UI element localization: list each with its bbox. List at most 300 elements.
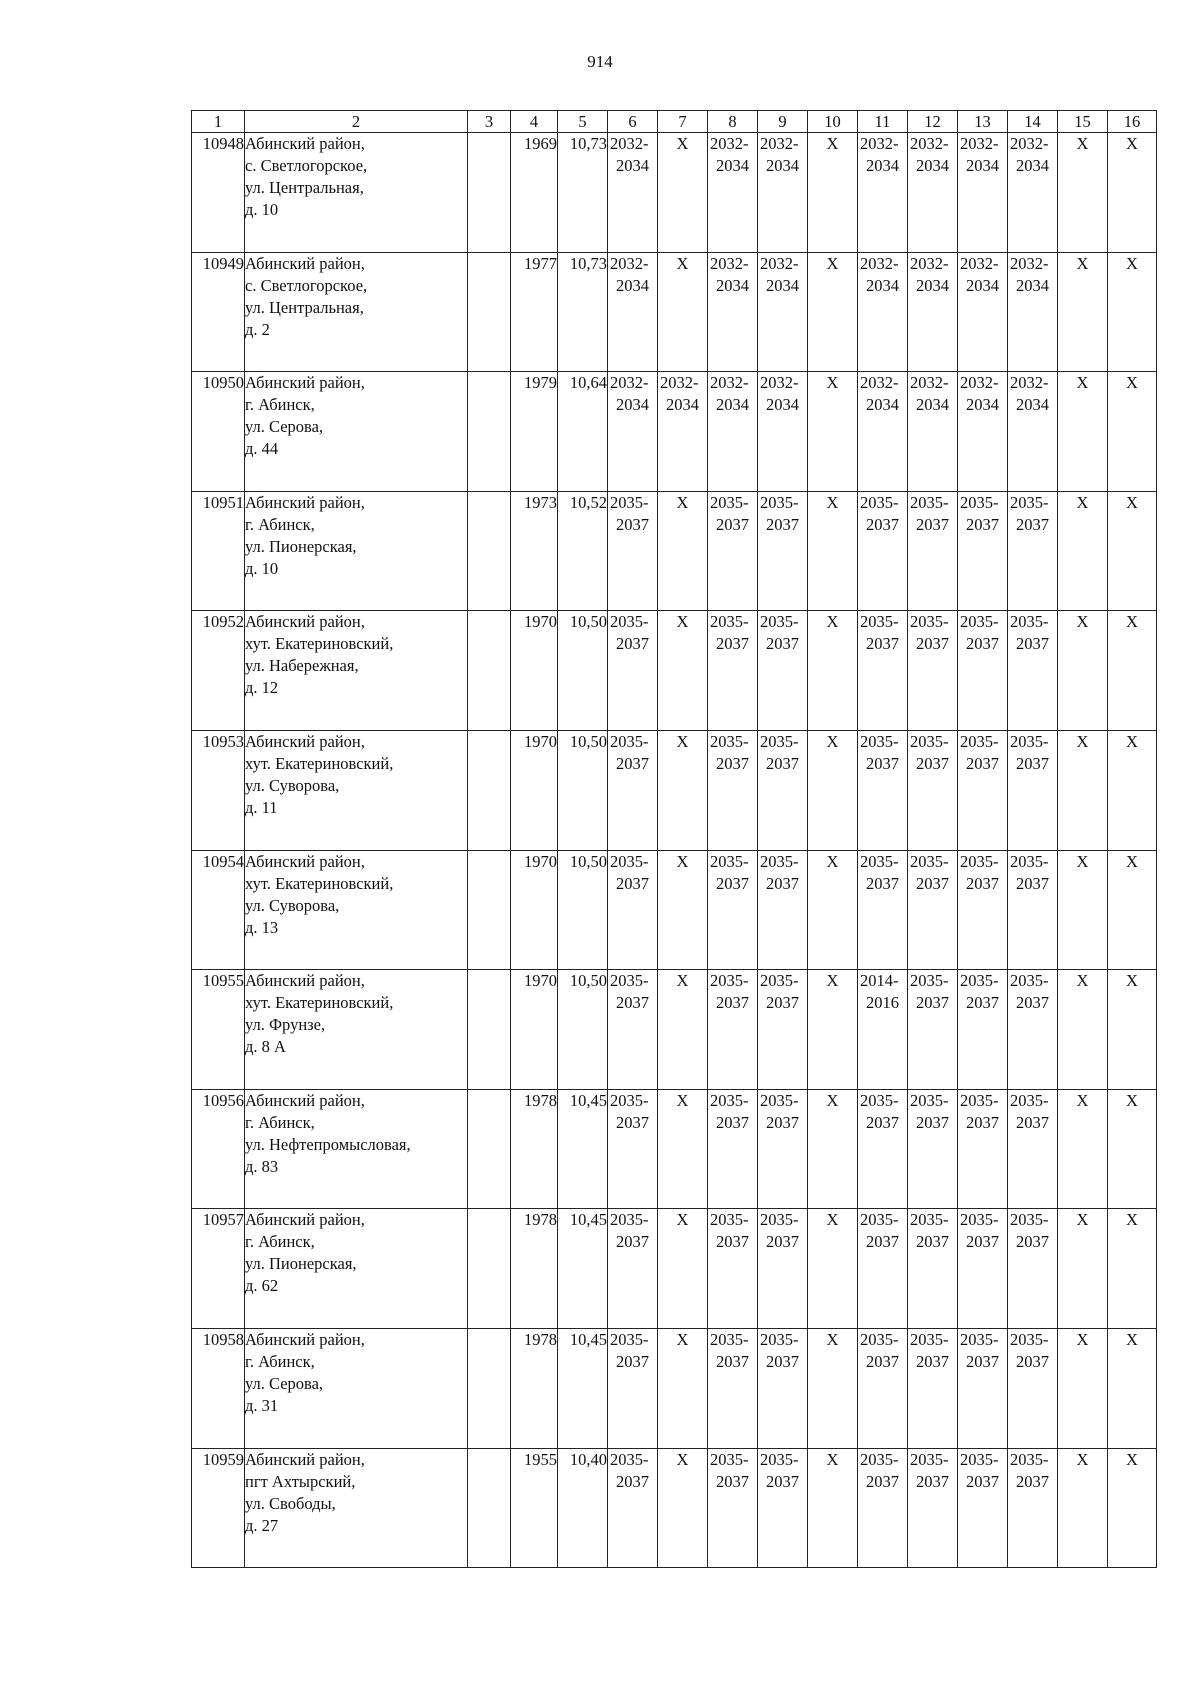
x-mark: X <box>676 1329 689 1349</box>
period-cell <box>708 252 758 372</box>
period-end: 2037 <box>766 993 799 1013</box>
address-cell <box>245 491 468 611</box>
column-header: 3 <box>468 111 511 133</box>
x-mark-cell <box>1058 611 1108 731</box>
period-start: 2035- <box>710 731 749 751</box>
period-cell <box>758 372 808 492</box>
period-cell <box>708 730 758 850</box>
record-number: 10956 <box>192 1089 245 1209</box>
period-start: 2035- <box>960 1329 999 1349</box>
column-header: 6 <box>608 111 658 133</box>
period-start: 2032- <box>960 253 999 273</box>
period-cell <box>708 1328 758 1448</box>
period-cell <box>608 850 658 970</box>
address-cell <box>245 730 468 850</box>
address-line: ул. Центральная, <box>245 178 364 197</box>
period-start: 2035- <box>610 851 649 871</box>
address-cell <box>245 1089 468 1209</box>
address-line: Абинский район, <box>245 612 365 632</box>
period-end: 2034 <box>866 275 899 295</box>
period-end: 2034 <box>766 395 799 415</box>
address-line: д. 10 <box>245 558 279 578</box>
address-line: д. 10 <box>245 200 279 219</box>
period-cell <box>608 611 658 731</box>
period-end: 2037 <box>1016 514 1049 534</box>
table-row <box>192 730 1157 850</box>
period-cell <box>958 133 1008 253</box>
period-cell <box>958 1328 1008 1448</box>
address-line: пгт Ахтырский, <box>245 1471 356 1491</box>
period-start: 2035- <box>910 612 949 632</box>
period-end: 2034 <box>966 275 999 295</box>
period-start: 2035- <box>1010 492 1049 512</box>
x-mark: X <box>676 971 689 991</box>
record-number: 10959 <box>192 1448 245 1568</box>
period-start: 2035- <box>860 612 899 632</box>
x-mark-cell <box>808 730 858 850</box>
x-mark-cell <box>1108 850 1157 970</box>
period-cell <box>608 491 658 611</box>
x-mark: X <box>676 1090 689 1110</box>
period-end: 2037 <box>616 873 649 893</box>
period-start: 2032- <box>960 134 999 153</box>
x-mark: X <box>1126 253 1138 273</box>
period-start: 2035- <box>610 492 649 512</box>
period-cell <box>758 611 808 731</box>
period-end: 2037 <box>966 1351 999 1371</box>
period-end: 2034 <box>866 156 899 175</box>
record-number: 10955 <box>192 970 245 1090</box>
x-mark-cell <box>658 970 708 1090</box>
period-start: 2035- <box>910 731 949 751</box>
period-start: 2035- <box>960 1210 999 1230</box>
period-start: 2032- <box>660 373 699 393</box>
x-mark: X <box>826 1449 839 1469</box>
period-start: 2032- <box>760 373 799 393</box>
period-end: 2037 <box>616 1351 649 1371</box>
x-mark-cell <box>1058 1209 1108 1329</box>
period-cell <box>908 491 958 611</box>
column-header: 11 <box>858 111 908 133</box>
period-start: 2035- <box>610 612 649 632</box>
x-mark-cell <box>1058 970 1108 1090</box>
address-line: Абинский район, <box>245 731 365 751</box>
period-end: 2037 <box>716 993 749 1013</box>
period-start: 2035- <box>710 1449 749 1469</box>
period-start: 2035- <box>760 1210 799 1230</box>
period-start: 2032- <box>860 253 899 273</box>
period-start: 2035- <box>860 1329 899 1349</box>
period-cell <box>1008 1448 1058 1568</box>
period-start: 2032- <box>710 134 749 153</box>
period-end: 2037 <box>966 873 999 893</box>
column-header: 1 <box>192 111 245 133</box>
period-cell <box>858 372 908 492</box>
period-cell <box>908 1448 958 1568</box>
period-end: 2037 <box>766 1471 799 1491</box>
period-cell <box>758 1089 808 1209</box>
address-cell <box>245 611 468 731</box>
x-mark-cell <box>808 491 858 611</box>
address-line: г. Абинск, <box>245 1351 315 1371</box>
period-cell <box>958 730 1008 850</box>
period-end: 2034 <box>966 395 999 415</box>
period-cell <box>608 252 658 372</box>
x-mark: X <box>1076 971 1089 991</box>
period-end: 2034 <box>916 156 949 175</box>
period-end: 2037 <box>766 753 799 773</box>
address-line: д. 83 <box>245 1156 279 1176</box>
period-cell <box>608 133 658 253</box>
year-cell: 1979 <box>511 372 558 492</box>
period-end: 2037 <box>766 1351 799 1371</box>
table-row <box>192 491 1157 611</box>
empty-cell <box>468 1448 511 1568</box>
period-start: 2032- <box>910 373 949 393</box>
period-end: 2037 <box>966 1232 999 1252</box>
period-start: 2035- <box>760 612 799 632</box>
period-end: 2037 <box>1016 993 1049 1013</box>
year-cell: 1970 <box>511 970 558 1090</box>
address-line: Абинский район, <box>245 851 365 871</box>
x-mark: X <box>826 373 839 393</box>
x-mark: X <box>1076 253 1089 273</box>
period-cell <box>758 1209 808 1329</box>
empty-cell <box>468 1209 511 1329</box>
x-mark-cell <box>658 611 708 731</box>
x-mark: X <box>1126 134 1138 153</box>
period-end: 2037 <box>866 514 899 534</box>
value-cell: 10,45 <box>558 1209 608 1329</box>
period-end: 2037 <box>1016 753 1049 773</box>
x-mark-cell <box>1058 133 1108 253</box>
period-start: 2035- <box>610 1090 649 1110</box>
period-cell <box>708 133 758 253</box>
period-start: 2035- <box>910 971 949 991</box>
x-mark-cell <box>1108 491 1157 611</box>
x-mark-cell <box>658 730 708 850</box>
period-cell <box>1008 850 1058 970</box>
period-start: 2032- <box>910 134 949 153</box>
period-start: 2032- <box>1010 373 1049 393</box>
period-cell <box>758 133 808 253</box>
period-end: 2037 <box>766 1112 799 1132</box>
table-row <box>192 252 1157 372</box>
period-end: 2034 <box>1016 156 1049 175</box>
year-cell: 1973 <box>511 491 558 611</box>
period-start: 2035- <box>1010 1329 1049 1349</box>
address-line: Абинский район, <box>245 971 365 991</box>
period-end: 2037 <box>616 753 649 773</box>
period-start: 2035- <box>960 1090 999 1110</box>
period-end: 2037 <box>1016 634 1049 654</box>
x-mark-cell <box>1108 970 1157 1090</box>
x-mark: X <box>826 971 839 991</box>
year-cell: 1977 <box>511 252 558 372</box>
period-cell <box>608 1209 658 1329</box>
x-mark-cell <box>1058 491 1108 611</box>
record-number: 10949 <box>192 252 245 372</box>
address-line: Абинский район, <box>245 492 365 512</box>
period-start: 2035- <box>710 1090 749 1110</box>
period-start: 2032- <box>860 134 899 153</box>
period-end: 2037 <box>766 514 799 534</box>
period-cell <box>1008 1328 1058 1448</box>
period-cell <box>758 491 808 611</box>
period-end: 2037 <box>716 514 749 534</box>
address-line: ул. Серова, <box>245 417 324 437</box>
record-number: 10952 <box>192 611 245 731</box>
year-cell: 1978 <box>511 1089 558 1209</box>
period-cell <box>708 850 758 970</box>
x-mark: X <box>676 612 689 632</box>
period-start: 2035- <box>610 1449 649 1469</box>
period-cell <box>908 1089 958 1209</box>
period-end: 2034 <box>716 275 749 295</box>
period-end: 2016 <box>866 993 899 1013</box>
x-mark: X <box>676 1449 689 1469</box>
table-body <box>192 133 1157 1568</box>
address-line: ул. Пионерская, <box>245 1254 357 1274</box>
address-line: д. 12 <box>245 678 279 698</box>
period-cell <box>608 1448 658 1568</box>
header-row <box>192 111 1157 133</box>
x-mark: X <box>826 492 839 512</box>
period-start: 2035- <box>960 971 999 991</box>
period-cell <box>908 730 958 850</box>
period-start: 2035- <box>910 1449 949 1469</box>
period-end: 2034 <box>766 275 799 295</box>
x-mark: X <box>676 731 689 751</box>
column-header: 10 <box>808 111 858 133</box>
period-cell <box>1008 730 1058 850</box>
empty-cell <box>468 730 511 850</box>
x-mark-cell <box>1108 133 1157 253</box>
x-mark-cell <box>808 850 858 970</box>
period-end: 2037 <box>616 1112 649 1132</box>
period-end: 2037 <box>1016 1232 1049 1252</box>
period-start: 2035- <box>910 851 949 871</box>
x-mark-cell <box>1108 1328 1157 1448</box>
period-end: 2037 <box>966 514 999 534</box>
empty-cell <box>468 133 511 253</box>
table-row <box>192 850 1157 970</box>
x-mark: X <box>826 612 839 632</box>
period-cell <box>1008 611 1058 731</box>
period-start: 2035- <box>760 731 799 751</box>
address-line: хут. Екатериновский, <box>245 634 394 654</box>
address-cell <box>245 970 468 1090</box>
column-header: 7 <box>658 111 708 133</box>
period-end: 2034 <box>766 156 799 175</box>
period-end: 2034 <box>866 395 899 415</box>
record-number: 10951 <box>192 491 245 611</box>
period-cell <box>958 611 1008 731</box>
period-end: 2037 <box>716 1232 749 1252</box>
column-header: 9 <box>758 111 808 133</box>
period-end: 2037 <box>1016 1351 1049 1371</box>
period-end: 2037 <box>866 1471 899 1491</box>
column-header: 16 <box>1108 111 1157 133</box>
value-cell: 10,45 <box>558 1089 608 1209</box>
address-line: г. Абинск, <box>245 395 315 415</box>
period-start: 2035- <box>860 492 899 512</box>
period-start: 2032- <box>610 373 649 393</box>
column-header: 5 <box>558 111 608 133</box>
address-line: д. 44 <box>245 439 279 459</box>
table-row <box>192 611 1157 731</box>
column-header: 8 <box>708 111 758 133</box>
period-start: 2035- <box>960 492 999 512</box>
period-cell <box>958 1089 1008 1209</box>
period-start: 2035- <box>610 971 649 991</box>
x-mark: X <box>1126 492 1138 512</box>
value-cell: 10,50 <box>558 850 608 970</box>
address-cell <box>245 1328 468 1448</box>
period-end: 2034 <box>1016 275 1049 295</box>
x-mark: X <box>1126 1449 1138 1469</box>
period-end: 2037 <box>616 1232 649 1252</box>
record-number: 10948 <box>192 133 245 253</box>
x-mark-cell <box>658 850 708 970</box>
x-mark: X <box>1126 1210 1138 1230</box>
period-cell <box>958 1209 1008 1329</box>
period-cell <box>858 970 908 1090</box>
period-end: 2037 <box>916 634 949 654</box>
period-start: 2035- <box>760 851 799 871</box>
value-cell: 10,45 <box>558 1328 608 1448</box>
x-mark: X <box>676 134 689 153</box>
period-start: 2035- <box>910 1090 949 1110</box>
x-mark: X <box>1076 1210 1089 1230</box>
period-cell <box>958 491 1008 611</box>
period-cell <box>908 1328 958 1448</box>
column-header: 4 <box>511 111 558 133</box>
period-cell <box>908 372 958 492</box>
x-mark: X <box>1126 612 1138 632</box>
address-line: г. Абинск, <box>245 1232 315 1252</box>
period-end: 2037 <box>616 993 649 1013</box>
x-mark: X <box>826 1329 839 1349</box>
period-end: 2037 <box>866 634 899 654</box>
x-mark-cell <box>808 372 858 492</box>
x-mark: X <box>1076 134 1089 153</box>
x-mark-cell <box>1108 372 1157 492</box>
period-cell <box>758 850 808 970</box>
x-mark-cell <box>808 1448 858 1568</box>
empty-cell <box>468 1089 511 1209</box>
period-start: 2035- <box>1010 731 1049 751</box>
column-header: 2 <box>245 111 468 133</box>
x-mark-cell <box>1108 611 1157 731</box>
x-mark-cell <box>1058 372 1108 492</box>
period-end: 2037 <box>716 634 749 654</box>
period-cell <box>608 372 658 492</box>
period-cell <box>1008 491 1058 611</box>
period-start: 2035- <box>860 1210 899 1230</box>
address-line: д. 13 <box>245 917 279 937</box>
x-mark: X <box>1076 851 1089 871</box>
period-start: 2035- <box>860 851 899 871</box>
x-mark-cell <box>1058 1328 1108 1448</box>
period-end: 2037 <box>616 634 649 654</box>
period-cell <box>858 133 908 253</box>
period-start: 2035- <box>960 851 999 871</box>
period-end: 2037 <box>766 634 799 654</box>
x-mark-cell <box>658 1448 708 1568</box>
record-number: 10950 <box>192 372 245 492</box>
x-mark-cell <box>808 252 858 372</box>
value-cell: 10,50 <box>558 970 608 1090</box>
period-start: 2035- <box>760 1449 799 1469</box>
period-start: 2035- <box>710 1210 749 1230</box>
x-mark-cell <box>808 1209 858 1329</box>
empty-cell <box>468 611 511 731</box>
address-line: ул. Центральная, <box>245 297 364 317</box>
address-line: ул. Нефтепромысловая, <box>245 1134 411 1154</box>
period-cell <box>858 1328 908 1448</box>
period-start: 2035- <box>1010 1210 1049 1230</box>
period-cell <box>858 1089 908 1209</box>
period-end: 2037 <box>916 1471 949 1491</box>
address-line: Абинский район, <box>245 1090 365 1110</box>
x-mark-cell <box>1108 1209 1157 1329</box>
period-cell <box>708 491 758 611</box>
address-line: ул. Суворова, <box>245 775 340 795</box>
period-cell <box>858 252 908 372</box>
x-mark: X <box>826 1090 839 1110</box>
period-end: 2037 <box>1016 1471 1049 1491</box>
period-start: 2035- <box>860 1449 899 1469</box>
period-cell <box>908 1209 958 1329</box>
period-start: 2035- <box>610 1210 649 1230</box>
period-cell <box>758 970 808 1090</box>
address-cell <box>245 252 468 372</box>
period-cell <box>758 1328 808 1448</box>
table-row <box>192 372 1157 492</box>
table-row <box>192 1448 1157 1568</box>
x-mark-cell <box>658 1328 708 1448</box>
address-cell <box>245 1448 468 1568</box>
x-mark-cell <box>1108 730 1157 850</box>
period-cell <box>758 252 808 372</box>
period-cell <box>608 970 658 1090</box>
value-cell: 10,50 <box>558 611 608 731</box>
empty-cell <box>468 252 511 372</box>
period-cell <box>1008 252 1058 372</box>
period-cell <box>1008 133 1058 253</box>
period-cell <box>608 1328 658 1448</box>
period-cell <box>708 372 758 492</box>
record-number: 10958 <box>192 1328 245 1448</box>
x-mark-cell <box>658 1089 708 1209</box>
address-line: ул. Свободы, <box>245 1493 336 1513</box>
period-end: 2034 <box>666 395 699 415</box>
period-end: 2034 <box>916 395 949 415</box>
period-cell <box>958 372 1008 492</box>
record-number: 10953 <box>192 730 245 850</box>
period-start: 2035- <box>1010 851 1049 871</box>
x-mark: X <box>1076 492 1089 512</box>
value-cell: 10,52 <box>558 491 608 611</box>
period-cell <box>658 372 708 492</box>
address-line: г. Абинск, <box>245 1112 315 1132</box>
period-cell <box>1008 1089 1058 1209</box>
period-end: 2037 <box>716 1351 749 1371</box>
period-start: 2035- <box>1010 1090 1049 1110</box>
period-end: 2037 <box>966 1112 999 1132</box>
period-start: 2035- <box>710 612 749 632</box>
